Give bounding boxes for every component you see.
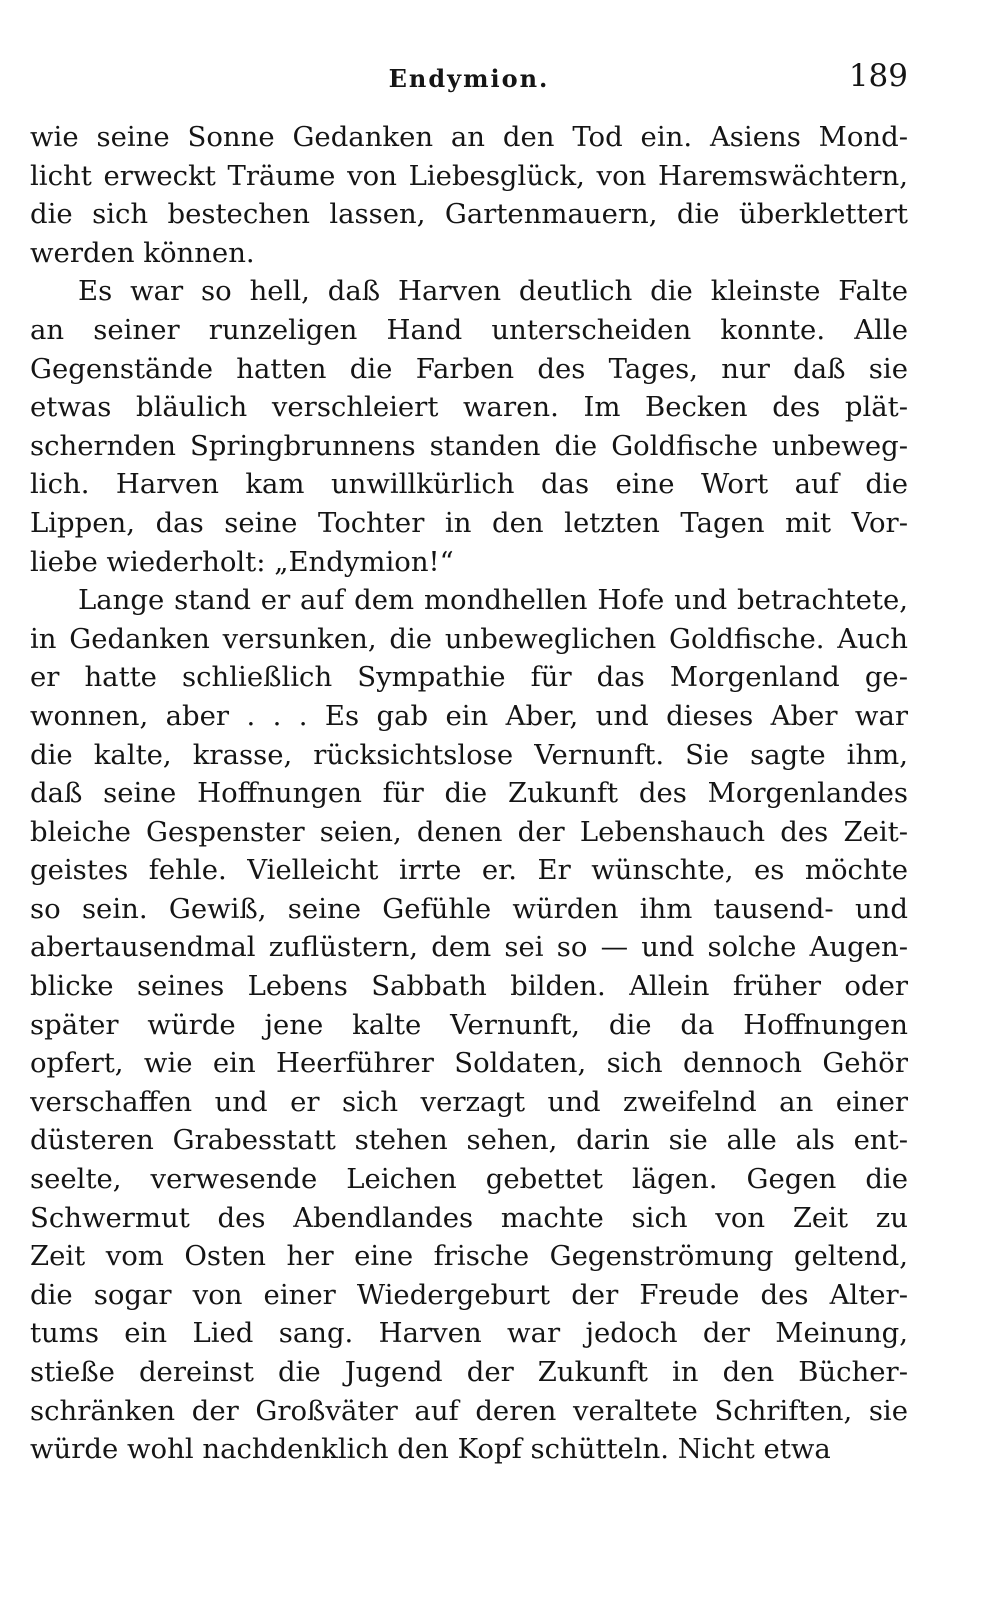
text-line: Lange stand er auf dem mondhellen Hofe und betrachtete, (78, 584, 908, 617)
running-title: Endymion. (388, 64, 550, 93)
text-line: abertausendmal zuflüstern, dem sei so — und solche Augen- (30, 931, 908, 964)
text-line: Es war so hell, daß Harven deutlich die kleinste Falte (78, 275, 908, 308)
text-line: in Gedanken versunken, die unbeweglichen Goldfische. Auch (30, 622, 908, 655)
paragraph (30, 581, 908, 1469)
text-line: opfert, wie ein Heerführer Soldaten, sich dennoch Gehör (30, 1047, 908, 1080)
text-line: die sich bestechen lassen, Gartenmauern, die überklettert (30, 198, 908, 231)
text-line: die sogar von einer Wiedergeburt der Freude des Alter- (30, 1278, 908, 1311)
text-line: seelte, verwesende Leichen gebettet lägen. Gegen die (30, 1163, 908, 1196)
page-number: 189 (848, 58, 908, 94)
text-line: wie seine Sonne Gedanken an den Tod ein. Asiens Mond- (30, 121, 908, 153)
running-head (30, 58, 908, 108)
text-line: später würde jene kalte Vernunft, die da Hoffnungen (30, 1008, 908, 1041)
text-line: bleiche Gespenster seien, denen der Lebenshauch des Zeit- (30, 815, 908, 848)
text-line: schränken der Großväter auf deren veraltete Schriften, sie (30, 1394, 908, 1427)
paragraph (30, 272, 908, 581)
text-line: werden können. (30, 236, 255, 269)
body-text (30, 118, 908, 1469)
text-line: Zeit vom Osten her eine frische Gegenströmung geltend, (30, 1240, 908, 1273)
text-line: düsteren Grabesstatt stehen sehen, darin sie alle als ent- (30, 1124, 908, 1157)
text-line: blicke seines Lebens Sabbath bilden. Allein früher oder (30, 970, 908, 1003)
text-line: lich. Harven kam unwillkürlich das eine Wort auf die (30, 468, 908, 501)
text-line: wonnen, aber . . . Es gab ein Aber, und dieses Aber war (30, 699, 908, 732)
text-line: die kalte, krasse, rücksichtslose Vernunft. Sie sagte ihm, (30, 738, 908, 771)
text-line: Schwermut des Abendlandes machte sich von Zeit zu (30, 1201, 908, 1234)
text-line: etwas bläulich verschleiert waren. Im Becken des plät- (30, 391, 908, 424)
text-line: Gegenstände hatten die Farben des Tages, nur daß sie (30, 352, 908, 385)
text-line: licht erweckt Träume von Liebesglück, von Haremswächtern, (30, 159, 908, 192)
text-line: schernden Springbrunnens standen die Goldfische unbeweg- (30, 429, 908, 462)
text-line: daß seine Hoffnungen für die Zukunft des Morgenlandes (30, 777, 908, 810)
text-line: verschaffen und er sich verzagt und zweifelnd an einer (30, 1085, 908, 1118)
text-line: an seiner runzeligen Hand unterscheiden konnte. Alle (30, 313, 908, 346)
text-line: liebe wiederholt: „Endymion!“ (30, 545, 454, 578)
text-line: würde wohl nachdenklich den Kopf schütteln. Nicht etwa (30, 1433, 831, 1466)
text-line: stieße dereinst die Jugend der Zukunft in den Bücher- (30, 1356, 908, 1388)
text-line: tums ein Lied sang. Harven war jedoch der Meinung, (30, 1317, 908, 1350)
text-line: er hatte schließlich Sympathie für das Morgenland ge- (30, 661, 908, 694)
text-line: so sein. Gewiß, seine Gefühle würden ihm tausend- und (30, 892, 908, 925)
text-line: Lippen, das seine Tochter in den letzten Tagen mit Vor- (30, 506, 908, 539)
text-line: geistes fehle. Vielleicht irrte er. Er wünschte, es möchte (30, 854, 908, 887)
paragraph (30, 118, 908, 272)
